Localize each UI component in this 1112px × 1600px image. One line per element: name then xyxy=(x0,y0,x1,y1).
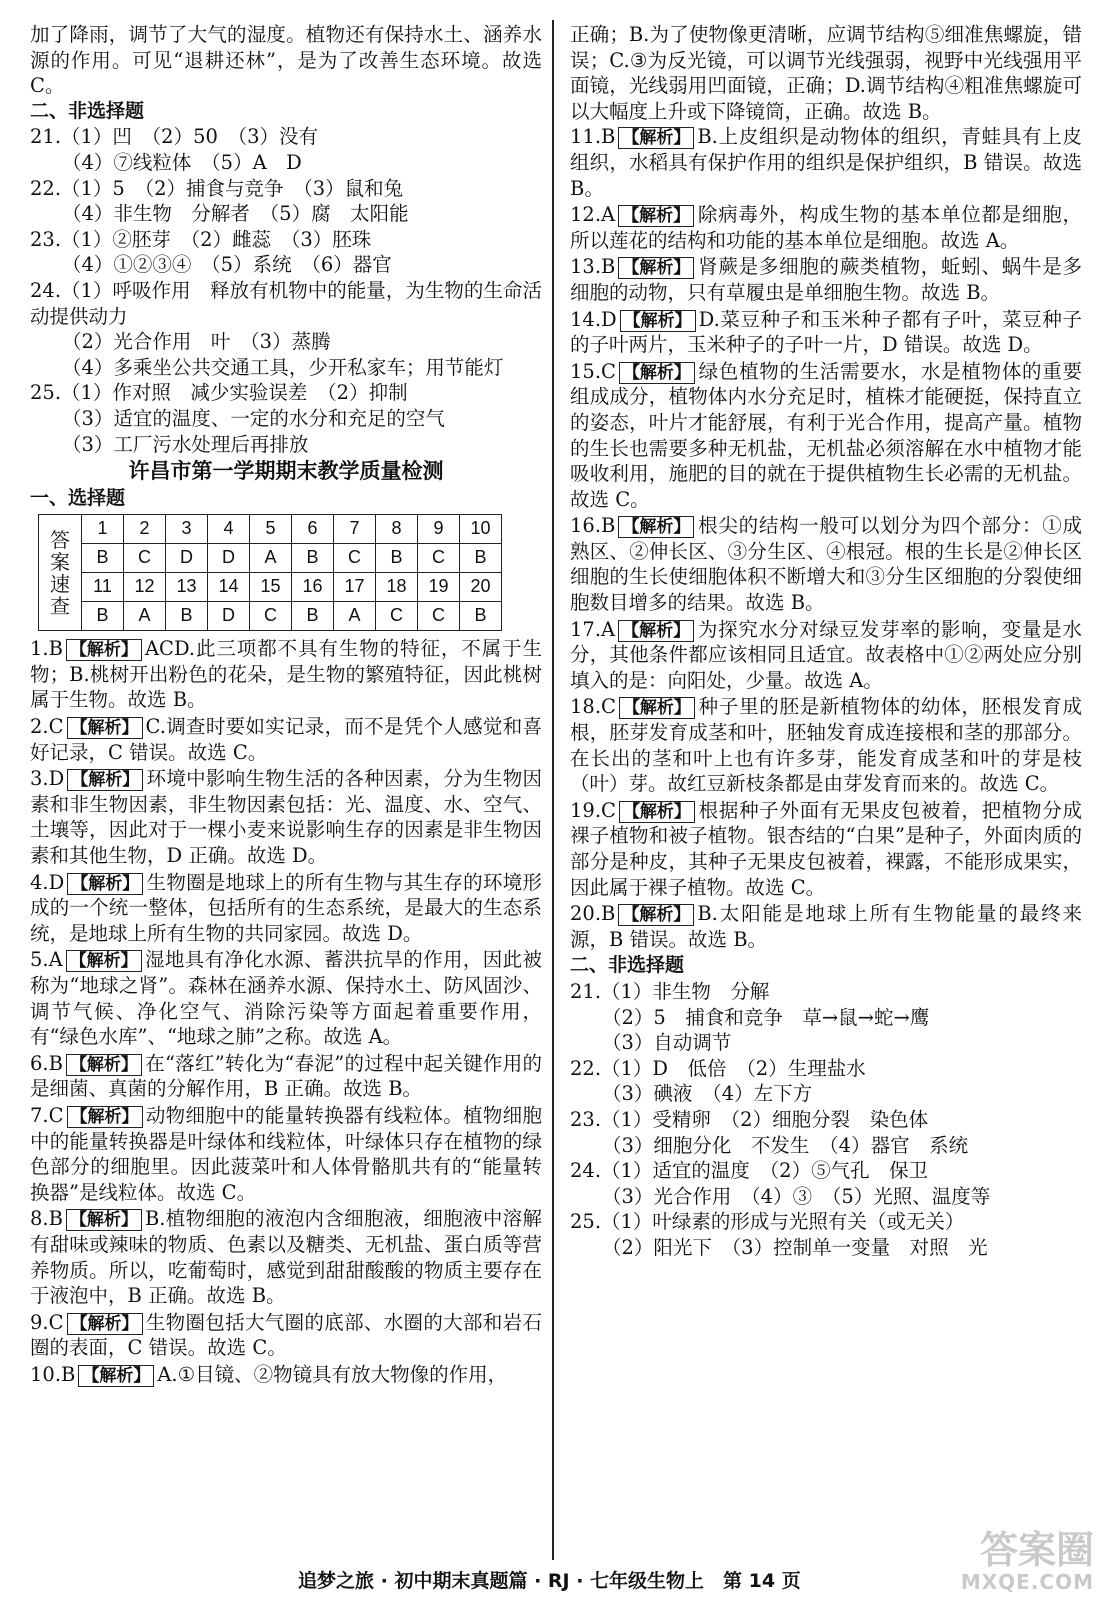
explanation-list-right xyxy=(570,124,1082,952)
analysis-tag: 【解析】 xyxy=(66,950,142,972)
answer-table-label: 答 案 速 查 xyxy=(39,515,82,631)
analysis-tag: 【解析】 xyxy=(78,1365,154,1387)
answer-line: 25.（1）作对照 减少实验误差 （2）抑制 xyxy=(30,381,408,405)
section-title-nonchoice: 二、非选择题 xyxy=(570,954,685,977)
analysis-tag: 【解析】 xyxy=(67,1313,143,1335)
answer-cell: A xyxy=(250,544,292,573)
column-divider xyxy=(552,20,554,1560)
answer-line: （3）工厂污水处理后再排放 xyxy=(62,432,309,456)
explanation-list-left xyxy=(30,636,542,1387)
explanation-text: 在“落红”转化为“春泥”的过程中起关键作用的是细菌、真菌的分解作用，B 正确。故选 B。 xyxy=(30,1051,542,1101)
explanation-text: 肾蕨是多细胞的蕨类植物，蚯蚓、蜗牛是多细胞的动物，只有草履虫是单细胞生物。故选 B。 xyxy=(570,255,1082,304)
question-number: 19.C xyxy=(570,798,616,822)
question-number-cell: 20 xyxy=(460,573,502,602)
question-number-cell: 11 xyxy=(82,573,124,602)
explanation-item xyxy=(570,124,1082,201)
question-number: 5.A xyxy=(30,948,63,972)
question-number-cell: 4 xyxy=(208,515,250,544)
explanation-text: 根尖的结构一般可以划分为四个部分：①成熟区、②伸长区、③分生区、④根冠。根的生长是②伸长区细胞的生长使细胞体积不断增大和③分生区细胞的分裂使细胞数目增多的结果。故选 B。 xyxy=(570,514,1082,615)
answer-cell: B xyxy=(166,602,208,631)
answer-line: （4）多乘坐公共交通工具，少开私家车；用节能灯 xyxy=(62,355,504,379)
question-number: 10.B xyxy=(30,1362,76,1386)
explanation-item xyxy=(570,254,1082,305)
question-number: 4.D xyxy=(30,870,65,894)
explanation-text: 根据种子外面有无果皮包被着，把植物分成裸子植物和被子植物。银杏结的“白果”是种子，外面肉质的部分是种皮，其种子无果皮包被着，裸露，不能形成果实，因此属于裸子植物。故选 C。 xyxy=(570,798,1082,899)
answer-line: 25.（1）叶绿素的形成与光照有关（或无关） xyxy=(570,1210,965,1234)
question-number: 12.A xyxy=(570,203,616,227)
page-footer: 追梦之旅 · 初中期末真题篇 · RJ · 七年级生物上 第 14 页 xyxy=(298,1570,801,1592)
analysis-tag: 【解析】 xyxy=(618,205,694,227)
analysis-tag: 【解析】 xyxy=(67,769,143,791)
question-number-cell: 19 xyxy=(418,573,460,602)
answer-line: （3）自动调节 xyxy=(602,1031,732,1055)
question-number-cell: 12 xyxy=(124,573,166,602)
answer-cell: B xyxy=(292,544,334,573)
explanation-text: B.太阳能是地球上所有生物能量的最终来源，B 错误。故选 B。 xyxy=(570,902,1082,951)
answer-cell: B xyxy=(82,602,124,631)
question-number-cell: 5 xyxy=(250,515,292,544)
analysis-tag: 【解析】 xyxy=(618,620,694,642)
explanation-item xyxy=(30,1206,542,1308)
analysis-tag: 【解析】 xyxy=(618,257,694,279)
answer-line: 24.（1）呼吸作用 释放有机物中的能量，为生物的生命活动提供动力 xyxy=(30,278,542,328)
answer-line: （3）适宜的温度、一定的水分和充足的空气 xyxy=(62,406,445,430)
answer-list xyxy=(570,979,1082,1261)
answer-line: （4）非生物 分解者 （5）腐 太阳能 xyxy=(62,202,409,226)
explanation-item xyxy=(570,798,1082,900)
analysis-tag: 【解析】 xyxy=(620,310,696,332)
answer-line: 21.（1）非生物 分解 xyxy=(570,979,770,1003)
explanation-item xyxy=(570,901,1082,952)
question-number: 20.B xyxy=(570,902,616,926)
question-number-cell: 16 xyxy=(292,573,334,602)
answer-line: 21.（1）凹 （2）50 （3）没有 xyxy=(30,125,319,149)
answer-line: （3）碘液 （4）左下方 xyxy=(602,1082,813,1106)
explanation-item xyxy=(30,1103,542,1205)
answer-line: 23.（1）②胚芽 （2）雌蕊 （3）胚珠 xyxy=(30,227,372,251)
answer-line: （3）光合作用 （4）③ （5）光照、温度等 xyxy=(602,1184,991,1208)
question-number: 11.B xyxy=(570,125,616,149)
answer-cell: D xyxy=(208,602,250,631)
answer-line: （3）细胞分化 不发生 （4）器官 系统 xyxy=(602,1133,969,1157)
analysis-tag: 【解析】 xyxy=(618,516,694,538)
explanation-item xyxy=(30,1051,542,1102)
answer-cell: C xyxy=(250,602,292,631)
question-number-cell: 3 xyxy=(166,515,208,544)
explanation-item xyxy=(30,636,542,713)
answer-cell: C xyxy=(376,602,418,631)
question-number-cell: 8 xyxy=(376,515,418,544)
question-number-cell: 1 xyxy=(82,515,124,544)
explanation-text: 种子里的胚是新植物体的幼体，胚根发育成根，胚芽发育成茎和叶，胚轴发育成连接根和茎的那部分。在长出的茎和叶上也有许多芽，能发育成茎和叶的芽是枝（叶）芽。故红豆新枝条都是由芽发育而来的。故选 C。 xyxy=(570,695,1082,796)
explanation-item xyxy=(30,766,542,868)
question-number-cell: 2 xyxy=(124,515,166,544)
answer-line: 24.（1）适宜的温度 （2）⑤气孔 保卫 xyxy=(570,1159,929,1183)
answer-line: 22.（1）D 低倍 （2）生理盐水 xyxy=(570,1056,866,1080)
question-number: 18.C xyxy=(570,695,616,719)
explanation-item xyxy=(570,513,1082,615)
question-number: 13.B xyxy=(570,255,616,279)
analysis-tag: 【解析】 xyxy=(67,717,143,739)
explanation-item xyxy=(570,359,1082,513)
watermark-logo xyxy=(961,1530,1094,1594)
answer-cell: A xyxy=(334,602,376,631)
question-number-cell: 9 xyxy=(418,515,460,544)
analysis-tag: 【解析】 xyxy=(618,904,694,926)
explanation-text: B.植物细胞的液泡内含细胞液，细胞液中溶解有甜味或辣味的物质、色素以及糖类、无机盐、蛋白质等营养物质。所以，吃葡萄时，感觉到甜甜酸酸的物质主要存在于液泡中，B 正确。故选 B。 xyxy=(30,1207,542,1308)
question-number: 17.A xyxy=(570,617,616,641)
answer-line: （2）阳光下 （3）控制单一变量 对照 光 xyxy=(602,1235,988,1259)
explanation-text: 环境中影响生物生活的各种因素，分为生物因素和非生物因素，非生物因素包括：光、温度、水、空气、土壤等，因此对于一棵小麦来说影响生存的因素是非生物因素和其他生物，D 正确。故选 D。 xyxy=(30,767,542,868)
question-number: 9.C xyxy=(30,1310,64,1334)
explanation-item xyxy=(30,947,542,1049)
answer-cell: A xyxy=(124,602,166,631)
answer-cell: C xyxy=(418,602,460,631)
continued-paragraph: 正确；B.为了使物像更清晰，应调节结构⑤细准焦螺旋，错误；C.③为反光镜，可以调节光线强弱，视野中光线强用平面镜，光线弱用凹面镜，正确；D.调节结构④粗准焦螺旋可以大幅度上升或下降镜筒，正确。故选 B。 xyxy=(570,23,1082,123)
explanation-text: B.上皮组织是动物体的组织，青蛙具有上皮组织，水稻具有保护作用的组织是保护组织，B 错误。故选 B。 xyxy=(570,125,1082,200)
analysis-tag: 【解析】 xyxy=(67,873,143,895)
explanation-text: ACD.此三项都不具有生物的特征，不属于生物；B.桃树开出粉色的花朵，是生物的繁殖特征，因此桃树属于生物。故选 B。 xyxy=(30,637,542,712)
watermark-text: 答案圈 xyxy=(979,1528,1094,1572)
explanation-text: 为探究水分对绿豆发芽率的影响，变量是水分，其他条件都应该相同且适宜。故表格中①②两处应分别填入的是：向阳处，少量。故选 A。 xyxy=(570,617,1082,692)
explanation-item xyxy=(30,714,542,765)
explanation-item xyxy=(570,307,1082,358)
left-column xyxy=(30,22,542,1389)
question-number: 15.C xyxy=(570,359,616,383)
answer-cell: B xyxy=(460,602,502,631)
explanation-text: C.调查时要如实记录，而不是凭个人感觉和喜好记录，C 错误。故选 C。 xyxy=(30,715,542,764)
answer-cell: C xyxy=(334,544,376,573)
question-number-cell: 10 xyxy=(460,515,502,544)
question-number: 14.D xyxy=(570,307,617,331)
question-number-cell: 6 xyxy=(292,515,334,544)
question-number: 3.D xyxy=(30,767,65,791)
prev-answer-list xyxy=(30,124,542,457)
explanation-text: 除病毒外，构成生物的基本单位都是细胞，所以莲花的结构和功能的基本单位是细胞。故选 A。 xyxy=(570,203,1082,252)
answer-line: 22.（1）5 （2）捕食与竞争 （3）鼠和兔 xyxy=(30,176,404,200)
explanation-item xyxy=(570,617,1082,694)
exam-title: 许昌市第一学期期末教学质量检测 xyxy=(128,459,444,484)
analysis-tag: 【解析】 xyxy=(67,1106,143,1128)
answer-cell: C xyxy=(124,544,166,573)
right-column xyxy=(570,22,1082,1261)
answer-cell: D xyxy=(208,544,250,573)
analysis-tag: 【解析】 xyxy=(619,362,695,384)
answer-line: 23.（1）受精卵 （2）细胞分裂 染色体 xyxy=(570,1107,929,1131)
intro-paragraph: 加了降雨，调节了大气的湿度。植物还有保持水土、涵养水源的作用。可见“退耕还林”，是为了改善生态环境。故选 C。 xyxy=(30,23,542,98)
answer-line: （2）5 捕食和竞争 草→鼠→蛇→鹰 xyxy=(602,1005,930,1029)
analysis-tag: 【解析】 xyxy=(619,697,695,719)
question-number: 7.C xyxy=(30,1103,64,1127)
answer-cell: B xyxy=(82,544,124,573)
explanation-text: 生物圈包括大气圈的底部、水圈的大部和岩石圈的表面，C 错误。故选 C。 xyxy=(30,1310,542,1360)
question-number: 16.B xyxy=(570,514,616,538)
analysis-tag: 【解析】 xyxy=(618,127,694,149)
explanation-item xyxy=(30,1310,542,1361)
question-number-cell: 17 xyxy=(334,573,376,602)
section-title-choice: 一、选择题 xyxy=(30,486,126,509)
question-number-cell: 18 xyxy=(376,573,418,602)
question-number-cell: 15 xyxy=(250,573,292,602)
answer-cell: B xyxy=(292,602,334,631)
explanation-text: D.菜豆种子和玉米种子都有子叶，菜豆种子的子叶两片，玉米种子的子叶一片，D 错误。故选 D。 xyxy=(570,307,1082,357)
analysis-tag: 【解析】 xyxy=(66,1054,142,1076)
explanation-text: 绿色植物的生活需要水，水是植物体的重要组成成分，植物体内水分充足时，植株才能硬挺，保持直立的姿态，叶片才能舒展，有利于光合作用，提高产量。植物的生长也需要多种无机盐，无机盐必须溶解在水中植物才能吸收利用，施肥的目的就在于提供植物生长必需的无机盐。故选 C。 xyxy=(570,359,1082,511)
explanation-item xyxy=(570,694,1082,796)
question-number: 6.B xyxy=(30,1051,63,1075)
question-number-cell: 7 xyxy=(334,515,376,544)
answer-table xyxy=(38,514,502,631)
question-number: 2.C xyxy=(30,715,64,739)
explanation-text: 湿地具有净化水源、蓄洪抗旱的作用，因此被称为“地球之肾”。森林在涵养水源、保持水土、防风固沙、调节气候、净化空气、消除污染等方面起着重要作用，有“绿色水库”、“地球之肺”之称。故选 A。 xyxy=(30,948,542,1049)
explanation-item xyxy=(30,1362,542,1388)
explanation-text: A.①目镜、②物镜具有放大物像的作用， xyxy=(157,1362,508,1386)
analysis-tag: 【解析】 xyxy=(619,801,695,823)
answer-cell: C xyxy=(418,544,460,573)
explanation-item xyxy=(30,870,542,947)
question-number: 8.B xyxy=(30,1207,63,1231)
analysis-tag: 【解析】 xyxy=(66,1209,142,1231)
section-title-nonchoice-prev: 二、非选择题 xyxy=(30,99,145,122)
explanation-text: 生物圈是地球上的所有生物与其生存的环境形成的一个统一整体，包括所有的生态系统，是最大的生态系统，是地球上所有生物的共同家园。故选 D。 xyxy=(30,870,542,945)
question-number-cell: 14 xyxy=(208,573,250,602)
answer-cell: D xyxy=(166,544,208,573)
answer-line: （4）⑦线粒体 （5）A D xyxy=(62,150,302,174)
question-number-cell: 13 xyxy=(166,573,208,602)
analysis-tag: 【解析】 xyxy=(66,639,142,661)
explanation-text: 动物细胞中的能量转换器有线粒体。植物细胞中的能量转换器是叶绿体和线粒体，叶绿体只存在植物的绿色部分的细胞里。因此菠菜叶和人体骨骼肌共有的“能量转换器”是线粒体。故选 C。 xyxy=(30,1103,542,1204)
question-number: 1.B xyxy=(30,637,63,661)
answer-cell: B xyxy=(460,544,502,573)
answer-cell: B xyxy=(376,544,418,573)
answer-line: （2）光合作用 叶 （3）蒸腾 xyxy=(62,330,331,354)
explanation-item xyxy=(570,202,1082,253)
watermark-url: MXQE.COM xyxy=(960,1570,1094,1594)
answer-line: （4）①②③④ （5）系统 （6）器官 xyxy=(62,253,392,277)
